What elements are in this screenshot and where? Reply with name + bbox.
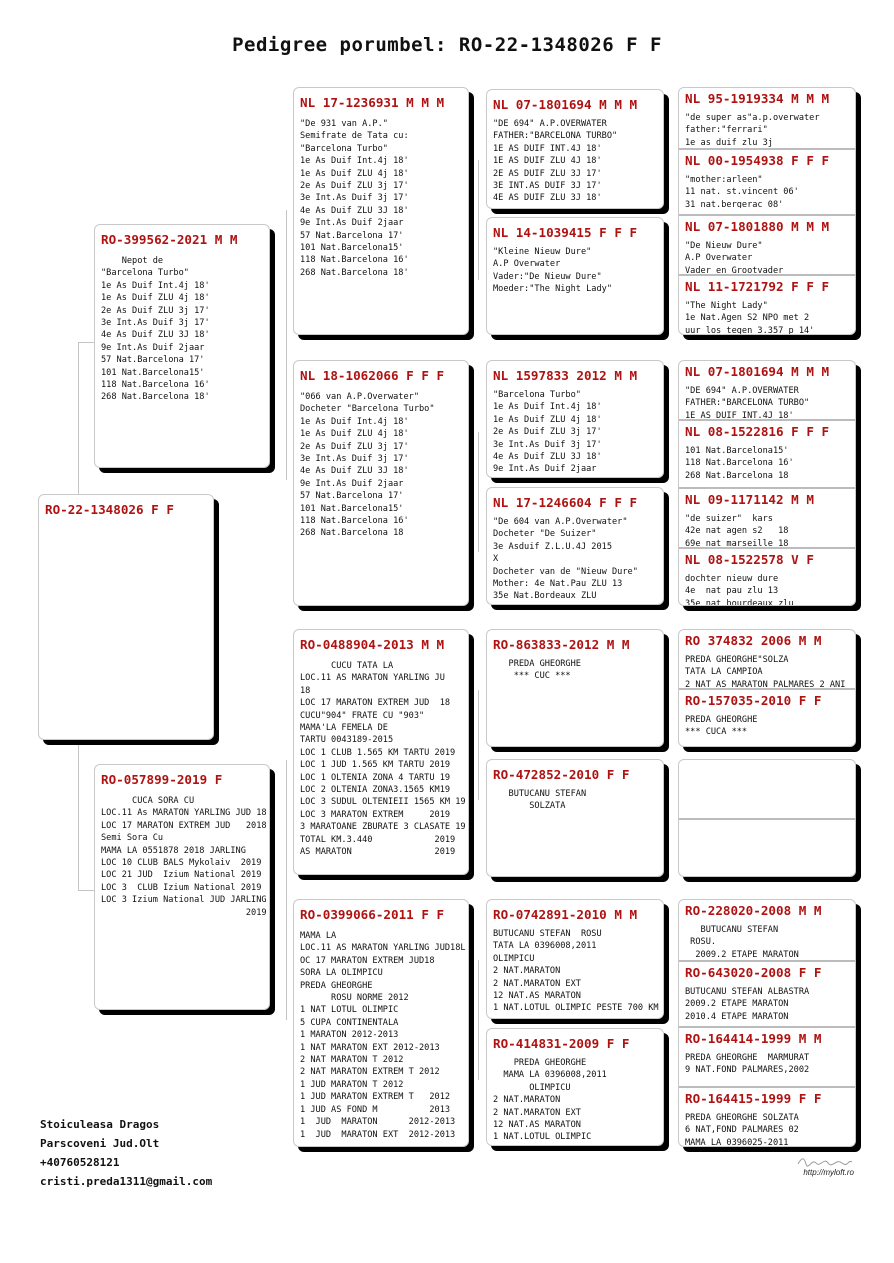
ring-number: RO-22-1348026 F F	[45, 502, 174, 517]
note-line: A.P Overwater	[685, 253, 753, 264]
note-line: SORA LA OLIMPICU	[300, 968, 383, 979]
note-line: 3E INT.AS DUIF 3J 17'	[493, 181, 602, 192]
note-line: 3e Int.As Duif 3j 17'	[101, 318, 210, 329]
note-line: 4e As Duif ZLU 3J 18'	[300, 205, 409, 216]
pedigree-notes	[685, 513, 855, 547]
note-line: MAMA LA 0396008,2011	[493, 1070, 607, 1081]
gggparent-panel	[679, 760, 855, 818]
ring-number: NL 11-1721792 F F F	[685, 279, 830, 294]
pedigree-notes	[685, 924, 855, 960]
pedigree-notes	[685, 1112, 855, 1147]
ring-number: NL 17-1236931 M M M	[300, 95, 445, 110]
note-line: TATA LA 0396008,2011	[493, 941, 597, 952]
gggparent-panel	[679, 688, 855, 747]
note-line: 4e As Duif ZLU 3J 18'	[300, 466, 409, 477]
note-line: 1e As Duif Int.4j 18'	[493, 402, 602, 413]
note-line: 118 Nat.Barcelona 16'	[300, 516, 409, 527]
ring-number: RO 374832 2006 M M	[685, 633, 822, 648]
note-line: 9 NAT.FOND PALMARES,2002	[685, 1065, 810, 1076]
breeder-address: Parscoveni Jud.Olt	[40, 1137, 160, 1150]
pedigree-notes	[493, 118, 663, 205]
note-line: PREDA GHEORGHE	[685, 715, 758, 725]
note-line: 1e As Duif ZLU 4j 18'	[101, 293, 210, 304]
pedigree-notes	[300, 391, 468, 540]
ggparent-card	[486, 759, 664, 877]
ring-number: RO-472852-2010 F F	[493, 767, 630, 782]
ggparent-card	[486, 487, 664, 605]
note-line: "de suizer" kars	[685, 514, 773, 524]
gggparent-panel	[679, 818, 855, 877]
connector-line	[478, 432, 479, 552]
note-line: *** CUC ***	[493, 671, 571, 682]
pedigree-notes	[493, 1057, 663, 1144]
ggparent-panel	[487, 488, 663, 604]
note-line: MAMA LA	[300, 931, 337, 941]
note-line: 4e As Duif ZLU 3J 18'	[101, 330, 210, 341]
note-line: 1 NAT LOTUL OLIMPIC	[300, 1005, 399, 1016]
note-line: 57 Nat.Barcelona 17'	[300, 230, 404, 241]
note-line: 2 NAT MARATON T 2012	[300, 1055, 404, 1066]
note-line: 268 Nat.Barcelona 18	[685, 470, 789, 481]
note-line: 69e nat marseille 18	[685, 538, 789, 547]
note-line: ROSU NORME 2012	[300, 993, 409, 1004]
note-line: CUCU TATA LA	[300, 661, 394, 671]
gggparent-panel	[679, 88, 855, 148]
note-line: 2E AS DUIF ZLU 3J 17'	[493, 168, 602, 179]
note-line: 1 JUD MARATON 2012-2013	[300, 1117, 456, 1128]
note-line: 2 NAT.MARATON	[493, 1095, 561, 1106]
gggparent-panel	[679, 361, 855, 419]
note-line: MAMA'LA FEMELA DE	[300, 723, 388, 734]
pedigree-notes	[685, 240, 855, 274]
note-line: 1e As Duif Int.4j 18'	[300, 416, 409, 427]
pedigree-notes	[101, 255, 269, 404]
pedigree-notes	[685, 986, 855, 1022]
ring-number: NL 09-1171142 M M	[685, 492, 814, 507]
note-line: 1E AS DUIF INT.4J 18'	[493, 143, 602, 154]
ring-number: NL 18-1062066 F F F	[300, 368, 445, 383]
ring-number: RO-0488904-2013 M M	[300, 637, 445, 652]
note-line: OLIMPICU	[493, 1082, 571, 1093]
gggparent-pair-card	[678, 899, 856, 1147]
note-line: 9e Int.As Duif 2jaar	[300, 478, 404, 489]
note-line: "de super as"a.p.overwater	[685, 113, 820, 123]
note-line: 118 Nat.Barcelona 16'	[101, 380, 210, 391]
note-line: 101 Nat.Barcelona15'	[101, 367, 205, 378]
pedigree-notes	[685, 654, 855, 688]
gggparent-panel	[679, 1026, 855, 1082]
ring-number: RO-164415-1999 F F	[685, 1091, 822, 1106]
note-line: "Barcelona Turbo"	[493, 390, 581, 400]
note-line: 3e Int.As Duif 3j 17'	[493, 439, 602, 450]
note-line: "DE 694" A.P.OVERWATER	[685, 386, 799, 396]
note-line: Docheter van de "Nieuw Dure"	[493, 566, 638, 577]
note-line: "De 931 van A.P."	[300, 119, 388, 129]
note-line: Docheter "De Suizer"	[493, 529, 597, 540]
gggparent-panel	[679, 630, 855, 688]
note-line: 2 NAT AS MARATON PALMARES 2 ANI	[685, 679, 846, 688]
note-line: FATHER:"BARCELONA TURBO"	[493, 131, 618, 142]
ggparent-card	[486, 360, 664, 478]
note-line: 1e As Duif ZLU 4j 18'	[300, 168, 409, 179]
gggparent-panel	[679, 214, 855, 274]
breeder-name: Stoiculeasa Dragos	[40, 1118, 160, 1131]
connector-line	[286, 760, 287, 1020]
note-line: MAMA LA 0396025-2011	[685, 1137, 789, 1147]
gggparent-panel	[679, 1086, 855, 1147]
ring-number: RO-164414-1999 M M	[685, 1031, 822, 1046]
note-line: 3 MARATOANE ZBURATE 3 CLASATE 19	[300, 822, 466, 833]
pedigree-notes	[685, 714, 855, 739]
pedigree-notes	[685, 573, 855, 606]
note-line: 1e As Duif Int.4j 18'	[300, 156, 409, 167]
grandparent-card	[293, 629, 469, 875]
note-line: 268 Nat.Barcelona 18'	[300, 267, 409, 278]
subject-card	[38, 494, 214, 740]
note-line: 268 Nat.Barcelona 18	[300, 528, 404, 539]
note-line: 3e Asduif Z.L.U.4J 2015	[493, 541, 612, 552]
pedigree-notes	[685, 112, 855, 148]
connector-line	[478, 690, 479, 800]
ring-number: NL 14-1039415 F F F	[493, 225, 638, 240]
note-line: 1e as duif zlu 3j	[685, 137, 773, 148]
note-line: LOC 21 JUD Izium National 2019	[101, 870, 262, 881]
pedigree-notes	[685, 445, 855, 481]
note-line: 1E AS DUIF ZLU 4J 18'	[493, 156, 602, 167]
page-title: Pedigree porumbel: RO-22-1348026 F F	[232, 34, 662, 56]
pedigree-notes	[685, 300, 855, 335]
ggparent-card	[486, 1028, 664, 1146]
note-line: LOC 17 MARATON EXTREM JUD 18	[300, 698, 451, 709]
pedigree-notes	[493, 516, 663, 603]
note-line: LOC 3 CLUB Izium National 2019	[101, 882, 262, 893]
note-line: A.P Overwater	[493, 259, 561, 270]
note-line: BUTUCANU STEFAN	[493, 789, 587, 799]
note-line: 12 NAT.AS MARATON	[493, 1120, 581, 1131]
ring-number: NL 07-1801694 M M M	[685, 364, 830, 379]
gggparent-panel	[679, 148, 855, 208]
gggparent-panel	[679, 900, 855, 960]
note-line: PREDA GHEORGHE SOLZATA	[685, 1113, 799, 1123]
ring-number: RO-0742891-2010 M M	[493, 907, 638, 922]
note-line: PREDA GHEORGHE	[493, 659, 581, 669]
note-line: 4e nat pau zlu 13	[685, 586, 779, 597]
gggparent-panel	[679, 547, 855, 606]
note-line: 118 Nat.Barcelona 16'	[300, 255, 409, 266]
note-line: 2010.4 ETAPE MARATON	[685, 1011, 789, 1022]
note-line: PREDA GHEORGHE"SOLZA	[685, 655, 789, 665]
note-line: "Barcelona Turbo"	[101, 268, 189, 279]
note-line: AS MARATON 2019	[300, 847, 456, 858]
note-line: 4E AS DUIF ZLU 3J 18'	[493, 193, 602, 204]
note-line: ROSU.	[685, 937, 717, 948]
note-line: PREDA GHEORGHE	[493, 1058, 587, 1068]
note-line: 2 NAT MARATON EXTREM T 2012	[300, 1067, 440, 1078]
connector-line	[478, 960, 479, 1080]
gggparent-panel	[679, 487, 855, 547]
note-line: Moeder:"The Night Lady"	[493, 284, 612, 295]
note-line: 3e Int.As Duif 3j 17'	[300, 193, 409, 204]
note-line: LOC.11 AS MARATON YARLING JUD18L	[300, 943, 466, 954]
note-line: 2e As Duif ZLU 3j 17'	[300, 441, 409, 452]
note-line: 1 NAT.LOTUL OLIMPIC	[493, 1132, 592, 1143]
ggparent-panel	[487, 630, 663, 746]
myloft-logo-icon	[796, 1155, 854, 1167]
pedigree-notes	[300, 660, 468, 859]
note-line: 9e Int.As Duif 2jaar	[300, 218, 404, 229]
note-line: TATA LA CAMPIOA	[685, 667, 763, 678]
note-line: 1e As Duif ZLU 4j 18'	[493, 414, 602, 425]
note-line: "De 604 van A.P.Overwater"	[493, 517, 628, 527]
note-line: LOC 1 OLTENIA ZONA 4 TARTU 19	[300, 772, 451, 783]
breeder-phone: +40760528121	[40, 1156, 120, 1169]
note-line: "Kleine Nieuw Dure"	[493, 247, 592, 257]
note-line: TARTU 0043189-2015	[300, 735, 394, 746]
note-line: 2e As Duif ZLU 3j 17'	[101, 305, 210, 316]
note-line: 1E AS DUIF INT.4J 18'	[685, 410, 794, 419]
note-line: 12 NAT.AS MARATON	[493, 991, 581, 1002]
gggparent-pair-card	[678, 87, 856, 335]
note-line: 2 NAT.MARATON EXT	[493, 1107, 581, 1118]
note-line: 2 NAT.MARATON	[493, 966, 561, 977]
ring-number: NL 17-1246604 F F F	[493, 495, 638, 510]
footer-site-link[interactable]: http://myloft.ro	[803, 1168, 854, 1177]
note-line: X	[493, 554, 499, 565]
note-line: Vader:"De Nieuw Dure"	[493, 271, 602, 282]
note-line: 5 CUPA CONTINENTALA	[300, 1017, 399, 1028]
note-line: Vader en Grootvader	[685, 265, 784, 274]
note-line: 4e As Duif ZLU 3J 18'	[493, 452, 602, 463]
note-line: *** CUCA ***	[685, 727, 748, 738]
note-line: LOC 1 CLUB 1.565 KM TARTU 2019	[300, 747, 456, 758]
note-line: LOC 10 CLUB BALS Mykolaiv 2019	[101, 858, 262, 869]
note-line: 6 NAT,FOND PALMARES 02	[685, 1125, 799, 1136]
note-line: BUTUCANU STEFAN	[685, 925, 779, 935]
ring-number: NL 07-1801694 M M M	[493, 97, 638, 112]
note-line: SOLZATA	[493, 801, 566, 812]
note-line: 101 Nat.Barcelona15'	[685, 446, 789, 456]
note-line: 35e nat bourdeaux zlu	[685, 598, 794, 606]
pedigree-notes	[685, 385, 855, 419]
note-line: 2 NAT.MARATON EXT	[493, 978, 581, 989]
note-line: "DE 694" A.P.OVERWATER	[493, 119, 607, 129]
note-line: LOC.11 AS MARATON YARLING JU	[300, 673, 445, 684]
note-line: FATHER:"BARCELONA TURBO"	[685, 398, 810, 409]
ggparent-panel	[487, 900, 663, 1018]
gggparent-panel	[679, 960, 855, 1022]
ring-number: NL 07-1801880 M M M	[685, 219, 830, 234]
ggparent-card	[486, 899, 664, 1019]
sire-card	[94, 224, 270, 468]
note-line: 3e Int.As Duif 3j 17'	[300, 454, 409, 465]
note-line: 1 NAT.LOTUL OLIMPIC PESTE 700 KM	[493, 1003, 659, 1014]
pedigree-notes	[493, 389, 663, 476]
breeder-email[interactable]: cristi.preda1311@gmail.com	[40, 1175, 213, 1188]
ggparent-card	[486, 629, 664, 747]
note-line: BUTUCANU STEFAN ROSU	[493, 929, 602, 939]
ring-number: RO-643020-2008 F F	[685, 965, 822, 980]
note-line: BUTUCANU STEFAN ALBASTRA	[685, 987, 810, 997]
note-line: "Barcelona Turbo"	[300, 143, 388, 154]
ggparent-panel	[487, 361, 663, 477]
note-line: CUCU"904" FRATE CU "903"	[300, 710, 425, 721]
note-line: 101 Nat.Barcelona15'	[300, 503, 404, 514]
ring-number: NL 08-1522816 F F F	[685, 424, 830, 439]
note-line: 57 Nat.Barcelona 17'	[300, 491, 404, 502]
ggparent-panel	[487, 218, 663, 334]
note-line: OC 17 MARATON EXTREM JUD18	[300, 955, 435, 966]
gggparent-panel	[679, 419, 855, 481]
ring-number: NL 95-1919334 M M M	[685, 91, 830, 106]
note-line: 42e nat agen s2 18	[685, 526, 789, 537]
note-line: Semifrate de Tata cu:	[300, 131, 409, 142]
note-line: 9e Int.As Duif 2jaar	[493, 464, 597, 475]
ggparent-panel	[487, 760, 663, 876]
note-line: PREDA GHEORGHE	[300, 980, 373, 991]
pedigree-notes	[300, 118, 468, 279]
gggparent-pair-card	[678, 759, 856, 877]
note-line: LOC 17 MARATON EXTREM JUD 2018	[101, 820, 267, 831]
ring-number: NL 08-1522578 V F	[685, 552, 814, 567]
note-line: LOC 1 JUD 1.565 KM TARTU 2019	[300, 760, 451, 771]
note-line: 1 JUD AS FOND M 2013	[300, 1104, 451, 1115]
ggparent-panel	[487, 1029, 663, 1145]
gggparent-pair-card	[678, 629, 856, 747]
note-line: 1 JUD MARATON EXT 2012-2013	[300, 1129, 456, 1140]
note-line: 31 nat.bergerac 08'	[685, 199, 784, 208]
ring-number: RO-863833-2012 M M	[493, 637, 630, 652]
ring-number: RO-057899-2019 F	[101, 772, 223, 787]
note-line: 2009.2 ETAPE MARATON	[685, 949, 799, 960]
note-line: Docheter "Barcelona Turbo"	[300, 404, 435, 415]
note-line: Semi Sora Cu	[101, 833, 164, 844]
pedigree-notes	[493, 928, 663, 1015]
pedigree-notes	[493, 246, 663, 296]
note-line: 2019	[101, 907, 267, 918]
note-line: CUCA SORA CU	[101, 796, 195, 806]
note-line: 101 Nat.Barcelona15'	[300, 243, 404, 254]
ring-number: RO-228020-2008 M M	[685, 903, 822, 918]
dam-card	[94, 764, 270, 1010]
pedigree-notes	[685, 1052, 855, 1077]
note-line: 268 Nat.Barcelona 18'	[101, 392, 210, 403]
ring-number: RO-414831-2009 F F	[493, 1036, 630, 1051]
note-line: 57 Nat.Barcelona 17'	[101, 355, 205, 366]
note-line: LOC 3 MARATON EXTREM 2019	[300, 809, 451, 820]
note-line: 118 Nat.Barcelona 16'	[685, 458, 794, 469]
note-line: 1 MARATON 2012-2013	[300, 1030, 399, 1041]
note-line: 1 JUD MARATON T 2012	[300, 1079, 404, 1090]
note-line: MAMA LA 0551878 2018 JARLING	[101, 845, 246, 856]
connector-line	[478, 160, 479, 280]
grandparent-card	[293, 87, 469, 335]
ring-number: NL 1597833 2012 M M	[493, 368, 638, 383]
connector-line	[286, 210, 287, 480]
note-line: LOC 3 SUDUL OLTENIEII 1565 KM 19	[300, 797, 466, 808]
gggparent-pair-card	[678, 360, 856, 606]
note-line: LOC 3 Izium National JUD JARLING	[101, 895, 267, 906]
note-line: 1e As Duif ZLU 4j 18'	[300, 429, 409, 440]
note-line: 1e As Duif Int.4j 18'	[101, 280, 210, 291]
note-line: 2e As Duif ZLU 3j 17'	[493, 427, 602, 438]
ggparent-card	[486, 217, 664, 335]
pedigree-notes	[685, 174, 855, 208]
note-line: PREDA GHEORGHE MARMURAT	[685, 1053, 810, 1063]
note-line: "066 van A.P.Overwater"	[300, 392, 419, 402]
pedigree-notes	[101, 795, 269, 919]
ring-number: RO-0399066-2011 F F	[300, 907, 445, 922]
note-line: 18	[300, 685, 311, 696]
note-line: TOTAL KM.3.440 2019	[300, 834, 456, 845]
ggparent-card	[486, 89, 664, 209]
note-line: 11 nat. st.vincent 06'	[685, 187, 799, 198]
pedigree-notes	[493, 658, 663, 683]
note-line: 2009.2 ETAPE MARATON	[685, 999, 789, 1010]
ring-number: RO-399562-2021 M M	[101, 232, 238, 247]
note-line: dochter nieuw dure	[685, 574, 779, 584]
note-line: 1 JUD MARATON EXTREM T 2012	[300, 1092, 451, 1103]
note-line: uur los tegen 3.357 p 14'	[685, 325, 815, 335]
note-line: father:"ferrari"	[685, 125, 768, 136]
breeder-contact	[40, 1115, 212, 1191]
note-line: 1e Nat.Agen S2 NPO met 2	[685, 313, 810, 324]
ggparent-panel	[487, 90, 663, 208]
note-line: OLIMPICU	[493, 953, 535, 964]
note-line: 1 NAT MARATON EXT 2012-2013	[300, 1042, 440, 1053]
note-line: 2e As Duif ZLU 3j 17'	[300, 181, 409, 192]
grandparent-card	[293, 360, 469, 606]
note-line: LOC 2 OLTENIA ZONA3.1565 KM19	[300, 785, 451, 796]
note-line: "De Nieuw Dure"	[685, 241, 763, 251]
gggparent-panel	[679, 274, 855, 335]
note-line: "The Night Lady"	[685, 301, 768, 311]
ring-number: NL 00-1954938 F F F	[685, 153, 830, 168]
note-line: 9e Int.As Duif 2jaar	[101, 342, 205, 353]
ring-number: RO-157035-2010 F F	[685, 693, 822, 708]
note-line: Mother: 4e Nat.Pau ZLU 13	[493, 579, 623, 590]
grandparent-card	[293, 899, 469, 1147]
note-line: 35e Nat.Bordeaux ZLU	[493, 591, 597, 602]
note-line: Nepot de	[101, 256, 164, 266]
pedigree-notes	[300, 930, 468, 1141]
note-line: LOC.11 As MARATON YARLING JUD 18	[101, 808, 267, 819]
note-line: "mother:arleen"	[685, 175, 763, 185]
pedigree-notes	[493, 788, 663, 813]
